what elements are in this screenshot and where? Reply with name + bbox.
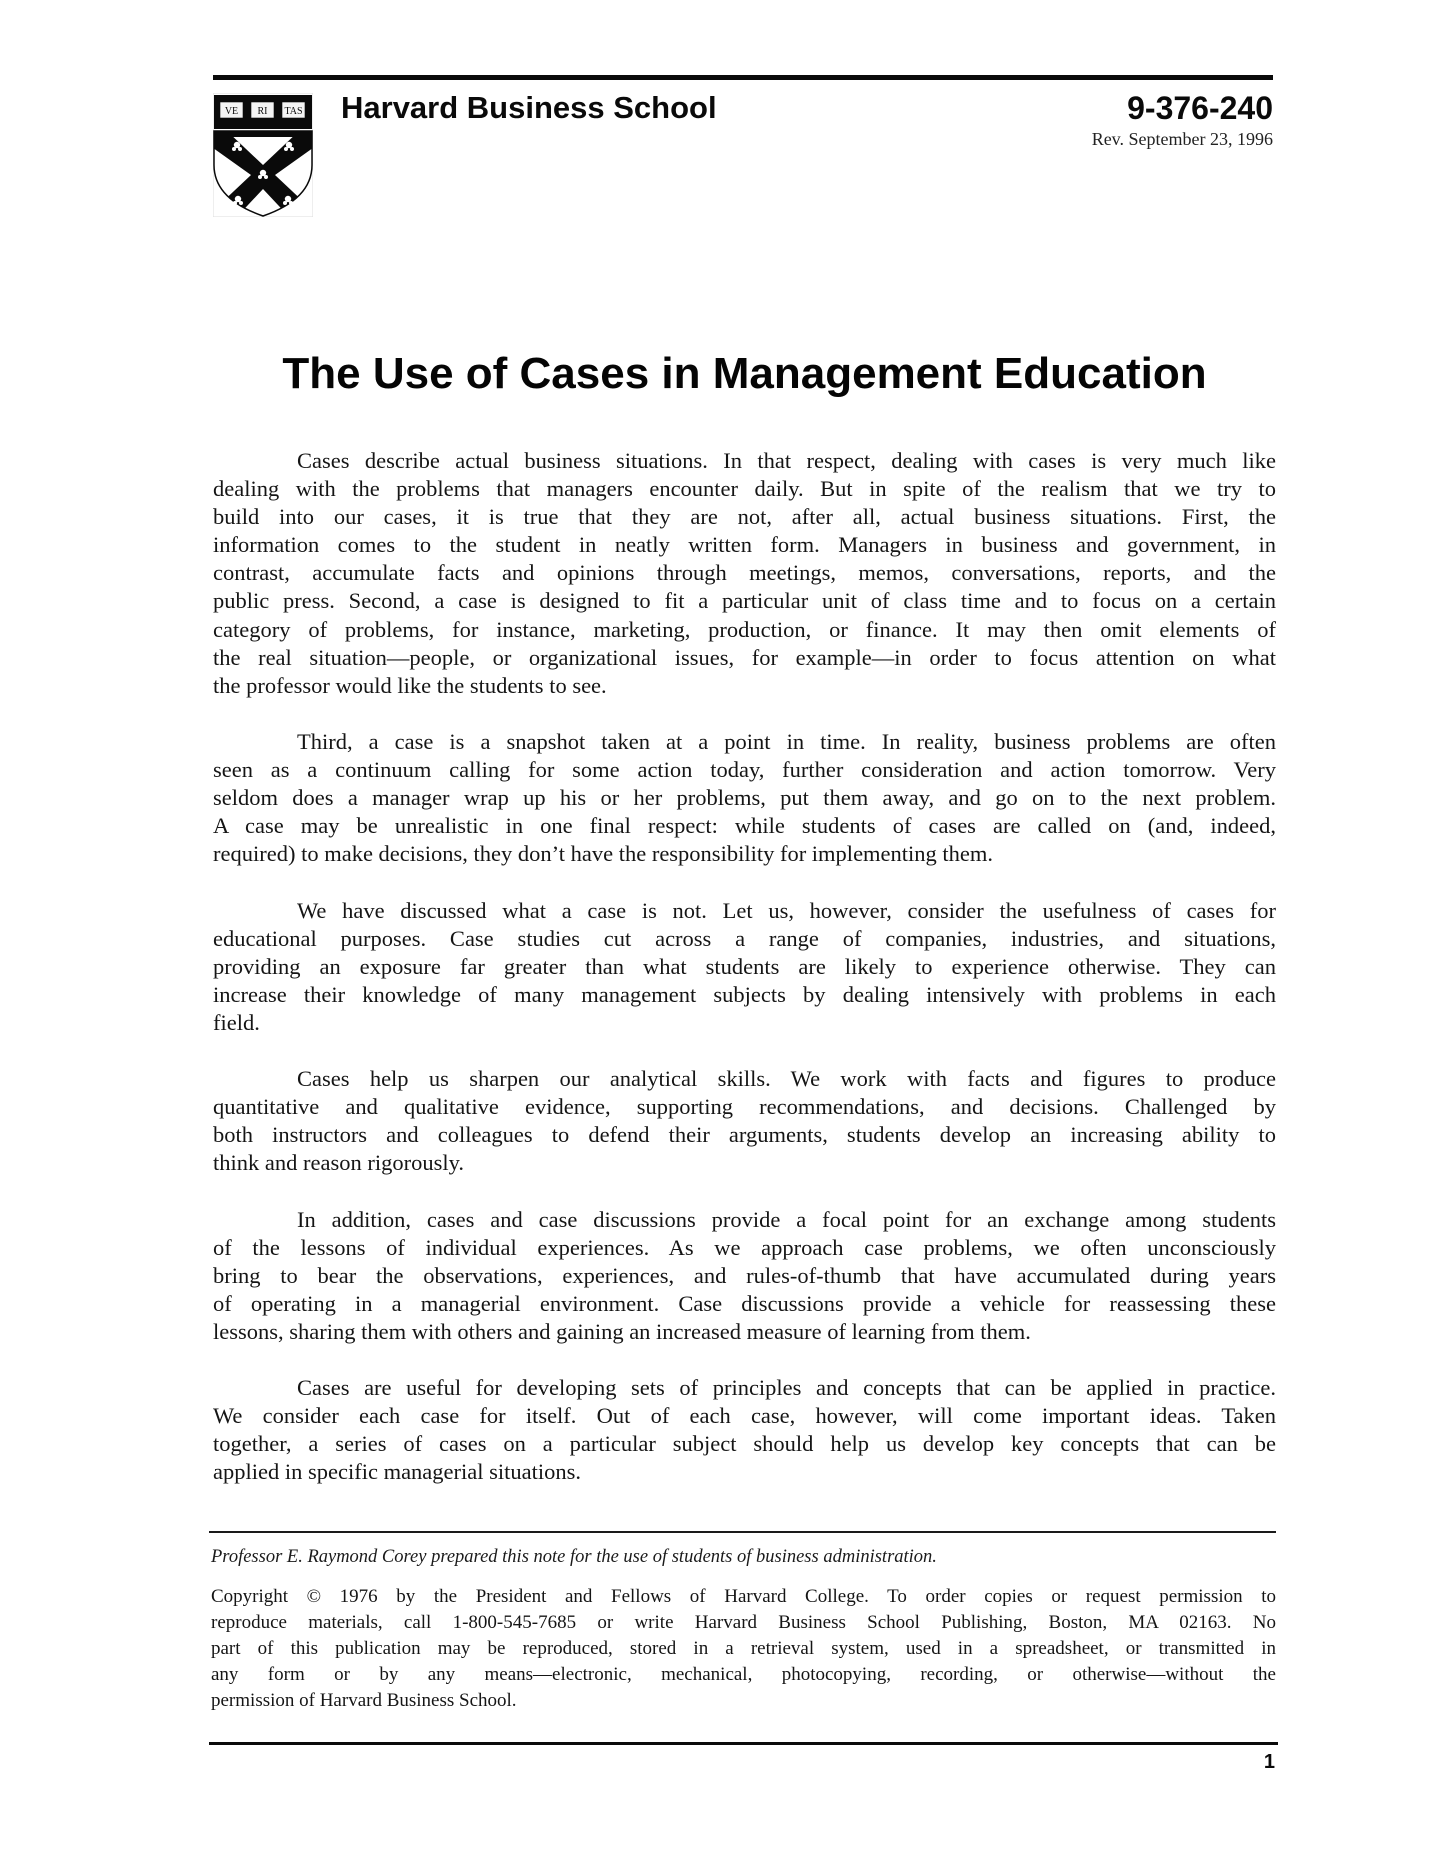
paragraph-line: Cases describe actual business situations. In that respect, dealing with cases is very much like <box>297 448 1276 473</box>
footnote-rule <box>209 1531 1276 1533</box>
header-rule <box>213 75 1273 80</box>
paragraph-line: lessons, sharing them with others and gaining an increased measure of learning from them. <box>213 1318 1031 1344</box>
paragraph-line: We consider each case for itself. Out of each case, however, will come important ideas. Taken <box>213 1403 1276 1429</box>
document-body <box>213 447 1276 1515</box>
body-paragraph <box>213 1206 1276 1346</box>
paragraph-line: public press. Second, a case is designed to fit a particular unit of class time and to focus on a certain <box>213 588 1276 614</box>
paragraph-line: the real situation—people, or organizational issues, for example—in order to focus attention on what <box>213 644 1276 670</box>
paragraph-line: contrast, accumulate facts and opinions through meetings, memos, conversations, reports, and the <box>213 560 1276 586</box>
paragraph-line: bring to bear the observations, experiences, and rules-of-thumb that have accumulated during years <box>213 1262 1276 1288</box>
footer-rule <box>209 1742 1278 1745</box>
paragraph-line: both instructors and colleagues to defend their arguments, students develop an increasing ability to <box>213 1122 1276 1148</box>
document-number: 9-376-240 <box>1127 90 1273 126</box>
paragraph-line: educational purposes. Case studies cut across a range of companies, industries, and situations, <box>213 925 1276 951</box>
school-name: Harvard Business School <box>341 90 717 125</box>
body-paragraph <box>213 897 1276 1037</box>
copyright-line: any form or by any means—electronic, mechanical, photocopying, recording, or otherwise—without the <box>211 1664 1276 1685</box>
body-paragraph <box>213 1065 1276 1177</box>
paragraph-line: the professor would like the students to see. <box>213 672 607 698</box>
paragraph-line: seen as a continuum calling for some action today, further consideration and action tomorrow. Very <box>213 757 1276 783</box>
paragraph-line: quantitative and qualitative evidence, supporting recommendations, and decisions. Challenged by <box>213 1094 1276 1120</box>
page-number: 1 <box>1263 1751 1275 1773</box>
paragraph-line: of the lessons of individual experiences. As we approach case problems, we often unconsciously <box>213 1234 1276 1260</box>
paragraph-line: seldom does a manager wrap up his or her problems, put them away, and go on to the next problem. <box>213 785 1276 811</box>
copyright-notice <box>211 1584 1276 1714</box>
paragraph-line: together, a series of cases on a particular subject should help us develop key concepts that can be <box>213 1431 1276 1457</box>
paragraph-line: category of problems, for instance, marketing, production, or finance. It may then omit elements of <box>213 616 1276 642</box>
copyright-line: reproduce materials, call 1-800-545-7685 or write Harvard Business School Publishing, Boston, MA 02163. No <box>211 1612 1276 1633</box>
paragraph-line: In addition, cases and case discussions provide a focal point for an exchange among students <box>297 1206 1276 1232</box>
copyright-line: permission of Harvard Business School. <box>211 1690 517 1711</box>
paragraph-line: of operating in a managerial environment. Case discussions provide a vehicle for reassessing these <box>213 1290 1276 1316</box>
paragraph-line: We have discussed what a case is not. Let us, however, consider the usefulness of cases for <box>297 897 1276 923</box>
body-paragraph <box>213 447 1276 700</box>
motto-tas: TAS <box>284 106 303 117</box>
document-title: The Use of Cases in Management Education <box>282 349 1207 398</box>
paragraph-line: applied in specific managerial situations. <box>213 1459 582 1485</box>
paragraph-line: increase their knowledge of many management subjects by dealing intensively with problems in each <box>213 981 1276 1007</box>
paragraph-line: A case may be unrealistic in one final respect: while students of cases are called on (and, indeed, <box>213 813 1276 839</box>
copyright-line: Copyright © 1976 by the President and Fellows of Harvard College. To order copies or request permission to <box>211 1586 1276 1607</box>
paragraph-line: Cases are useful for developing sets of principles and concepts that can be applied in practice. <box>297 1375 1276 1401</box>
copyright-line: part of this publication may be reproduced, stored in a retrieval system, used in a spreadsheet, or transmitted in <box>211 1638 1276 1659</box>
paragraph-line: think and reason rigorously. <box>213 1150 464 1176</box>
motto-ri: RI <box>257 106 268 117</box>
paragraph-line: required) to make decisions, they don’t have the responsibility for implementing them. <box>213 841 994 867</box>
body-paragraph <box>213 728 1276 868</box>
revision-date: Rev. September 23, 1996 <box>1091 129 1273 149</box>
body-paragraph <box>213 1374 1276 1486</box>
paragraph-line: providing an exposure far greater than what students are likely to experience otherwise. They can <box>213 953 1276 979</box>
paragraph-line: field. <box>213 1009 260 1035</box>
author-note: Professor E. Raymond Corey prepared this note for the use of students of business administration. <box>211 1547 937 1567</box>
paragraph-line: build into our cases, it is true that they are not, after all, actual business situations. First, the <box>213 504 1276 530</box>
motto-ve: VE <box>224 106 239 117</box>
paragraph-line: Third, a case is a snapshot taken at a point in time. In reality, business problems are often <box>297 728 1276 754</box>
paragraph-line: dealing with the problems that managers encounter daily. But in spite of the realism that we try to <box>213 476 1276 502</box>
shield-icon <box>213 93 313 217</box>
paragraph-line: information comes to the student in neatly written form. Managers in business and government, in <box>213 532 1276 558</box>
hbs-shield-logo <box>213 93 313 217</box>
paragraph-line: Cases help us sharpen our analytical skills. We work with facts and figures to produce <box>297 1066 1276 1092</box>
